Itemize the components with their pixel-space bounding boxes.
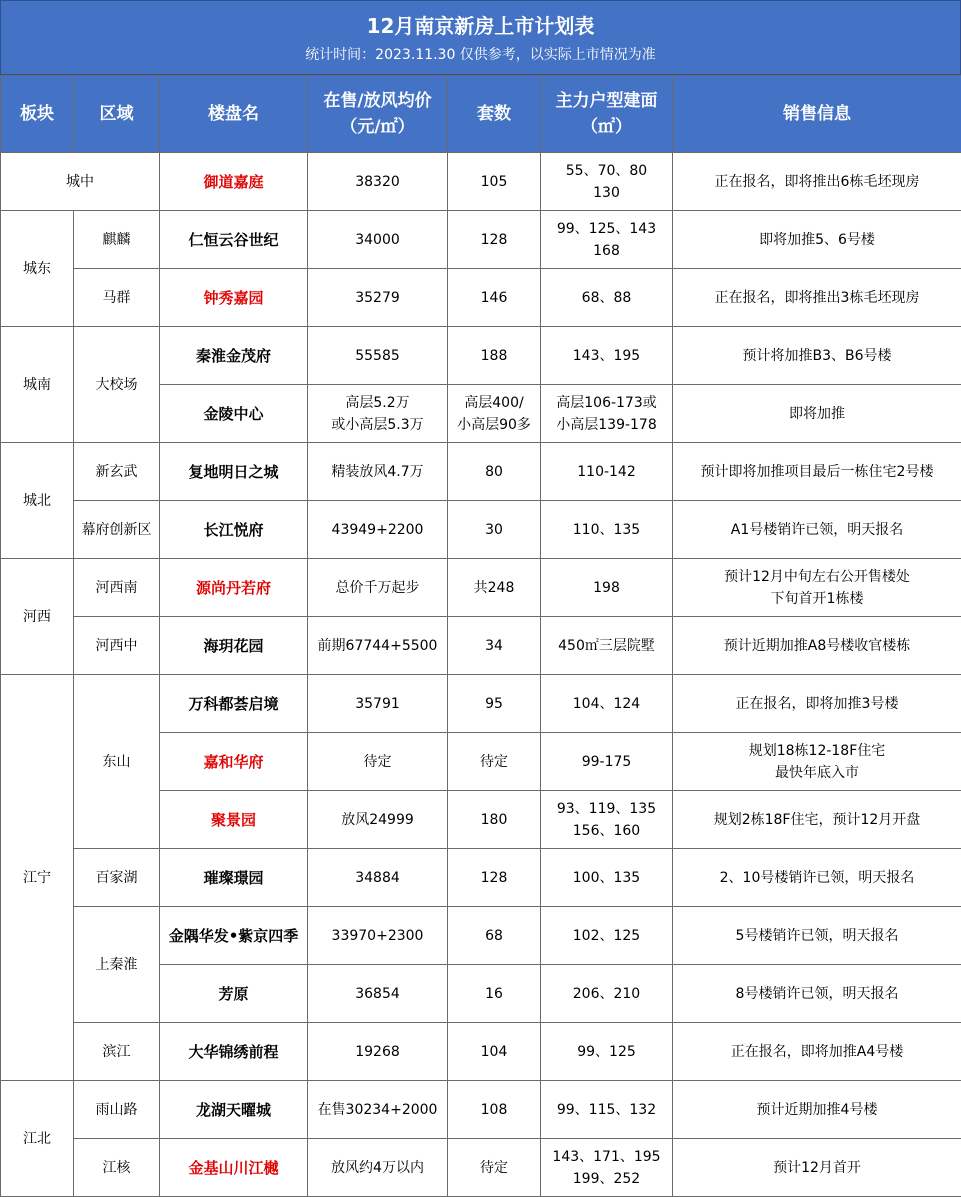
page-subtitle: 统计时间：2023.11.30 仅供参考，以实际上市情况为准 [305, 47, 656, 63]
size-cell: 450㎡三层院墅 [541, 617, 673, 675]
info-cell: 8号楼销许已领，明天报名 [673, 965, 961, 1023]
project-name: 大华锦绣前程 [160, 1023, 308, 1081]
units-cell: 80 [448, 443, 541, 501]
area-cell: 河西中 [74, 617, 160, 675]
col-header-info: 销售信息 [673, 76, 961, 153]
block-cell: 河西 [1, 559, 74, 675]
price-cell: 33970+2300 [308, 907, 448, 965]
units-cell: 16 [448, 965, 541, 1023]
project-name: 金陵中心 [160, 385, 308, 443]
area-cell: 江核 [74, 1139, 160, 1197]
table-row [1, 153, 961, 211]
units-cell: 待定 [448, 733, 541, 791]
table-row [1, 501, 961, 559]
area-cell: 河西南 [74, 559, 160, 617]
table-row [1, 675, 961, 733]
listing-table [0, 75, 961, 1197]
col-header-size-line2: （㎡） [581, 117, 632, 137]
area-cell: 马群 [74, 269, 160, 327]
project-name: 聚景园 [160, 791, 308, 849]
info-cell: 即将加推5、6号楼 [673, 211, 961, 269]
units-cell: 95 [448, 675, 541, 733]
size-cell: 99、115、132 [541, 1081, 673, 1139]
info-cell: 正在报名，即将加推3号楼 [673, 675, 961, 733]
area-cell: 大校场 [74, 327, 160, 443]
project-name: 长江悦府 [160, 501, 308, 559]
col-header-size [541, 76, 673, 153]
info-cell: 正在报名，即将推出3栋毛坯现房 [673, 269, 961, 327]
units-cell: 68 [448, 907, 541, 965]
units-cell: 共248 [448, 559, 541, 617]
block-cell: 城南 [1, 327, 74, 443]
info-line: 规划18栋12-18F住宅 [748, 742, 886, 759]
page-title: 12月南京新房上市计划表 [366, 14, 595, 38]
info-cell: 即将加推 [673, 385, 961, 443]
col-header-price [308, 76, 448, 153]
price-cell: 34884 [308, 849, 448, 907]
area-cell: 滨江 [74, 1023, 160, 1081]
price-cell: 35791 [308, 675, 448, 733]
block-cell: 城东 [1, 211, 74, 327]
project-name: 海玥花园 [160, 617, 308, 675]
price-cell: 55585 [308, 327, 448, 385]
size-cell [541, 385, 673, 443]
size-line: 高层106-173或 [556, 394, 657, 411]
info-cell: 预计近期加推A8号楼收官楼栋 [673, 617, 961, 675]
table-row [1, 1081, 961, 1139]
table-row [1, 617, 961, 675]
area-cell: 百家湖 [74, 849, 160, 907]
info-line: 预计12月中旬左右公开售楼处 [724, 568, 910, 585]
units-line: 高层400/ [464, 394, 524, 411]
project-name: 金基山川江樾 [160, 1139, 308, 1197]
size-line: 168 [593, 242, 620, 259]
project-name: 金隅华发•紫京四季 [160, 907, 308, 965]
project-name: 龙湖天曜城 [160, 1081, 308, 1139]
price-cell: 在售30234+2000 [308, 1081, 448, 1139]
size-cell: 100、135 [541, 849, 673, 907]
col-header-name: 楼盘名 [160, 76, 308, 153]
size-line: 55、70、80 [565, 162, 648, 179]
info-cell: 2、10号楼销许已领，明天报名 [673, 849, 961, 907]
size-cell [541, 1139, 673, 1197]
area-cell: 新玄武 [74, 443, 160, 501]
size-line: 小高层139-178 [556, 416, 657, 433]
project-name: 钟秀嘉园 [160, 269, 308, 327]
col-header-units: 套数 [448, 76, 541, 153]
area-cell: 上秦淮 [74, 907, 160, 1023]
block-cell: 江宁 [1, 675, 74, 1081]
col-header-area: 区域 [74, 76, 160, 153]
size-cell [541, 791, 673, 849]
table-row [1, 559, 961, 617]
units-cell: 180 [448, 791, 541, 849]
col-header-size-line1: 主力户型建面 [555, 91, 658, 111]
size-cell: 110、135 [541, 501, 673, 559]
units-cell: 128 [448, 849, 541, 907]
price-cell: 38320 [308, 153, 448, 211]
project-name: 万科都荟启境 [160, 675, 308, 733]
area-cell: 东山 [74, 675, 160, 849]
price-cell: 放风24999 [308, 791, 448, 849]
size-cell: 206、210 [541, 965, 673, 1023]
project-name: 秦淮金茂府 [160, 327, 308, 385]
size-cell: 99、125 [541, 1023, 673, 1081]
block-cell: 江北 [1, 1081, 74, 1197]
size-cell [541, 153, 673, 211]
info-cell: A1号楼销许已领，明天报名 [673, 501, 961, 559]
size-line: 130 [593, 184, 620, 201]
price-cell: 36854 [308, 965, 448, 1023]
units-cell [448, 385, 541, 443]
table-row [1, 443, 961, 501]
price-cell: 前期67744+5500 [308, 617, 448, 675]
size-cell: 68、88 [541, 269, 673, 327]
project-name: 源尚丹若府 [160, 559, 308, 617]
units-cell: 188 [448, 327, 541, 385]
table-row [1, 1139, 961, 1197]
price-cell: 放风约4万以内 [308, 1139, 448, 1197]
units-line: 小高层90多 [457, 416, 531, 433]
size-cell: 102、125 [541, 907, 673, 965]
units-cell: 104 [448, 1023, 541, 1081]
price-line: 高层5.2万 [345, 394, 410, 411]
size-line: 199、252 [572, 1170, 641, 1187]
info-cell: 5号楼销许已领，明天报名 [673, 907, 961, 965]
units-cell: 146 [448, 269, 541, 327]
table-row [1, 907, 961, 965]
size-line: 156、160 [572, 822, 641, 839]
info-cell: 预计将加推B3、B6号楼 [673, 327, 961, 385]
project-name: 复地明日之城 [160, 443, 308, 501]
units-cell: 待定 [448, 1139, 541, 1197]
size-cell: 198 [541, 559, 673, 617]
size-line: 93、119、135 [556, 800, 657, 817]
project-name: 仁恒云谷世纪 [160, 211, 308, 269]
units-cell: 34 [448, 617, 541, 675]
info-cell [673, 733, 961, 791]
price-cell: 34000 [308, 211, 448, 269]
price-line: 或小高层5.3万 [331, 416, 424, 433]
col-header-price-line2: （元/㎡） [340, 117, 415, 137]
size-cell: 110-142 [541, 443, 673, 501]
block-cell: 城北 [1, 443, 74, 559]
project-name: 芳原 [160, 965, 308, 1023]
area-cell: 幕府创新区 [74, 501, 160, 559]
size-cell [541, 211, 673, 269]
price-cell [308, 385, 448, 443]
info-cell: 预计即将加推项目最后一栋住宅2号楼 [673, 443, 961, 501]
project-name: 璀璨璟园 [160, 849, 308, 907]
info-cell: 预计12月首开 [673, 1139, 961, 1197]
block-cell: 城中 [1, 153, 160, 211]
price-cell: 待定 [308, 733, 448, 791]
table-row [1, 849, 961, 907]
units-cell: 128 [448, 211, 541, 269]
table-row [1, 269, 961, 327]
units-cell: 108 [448, 1081, 541, 1139]
table-row [1, 1023, 961, 1081]
table-header-row [1, 76, 961, 153]
info-line: 下旬首开1栋楼 [770, 590, 864, 607]
info-cell: 正在报名，即将加推A4号楼 [673, 1023, 961, 1081]
units-cell: 30 [448, 501, 541, 559]
price-cell: 35279 [308, 269, 448, 327]
info-cell: 预计近期加推4号楼 [673, 1081, 961, 1139]
units-cell: 105 [448, 153, 541, 211]
project-name: 嘉和华府 [160, 733, 308, 791]
size-cell: 99-175 [541, 733, 673, 791]
info-cell: 正在报名，即将推出6栋毛坯现房 [673, 153, 961, 211]
size-cell: 104、124 [541, 675, 673, 733]
price-cell: 总价千万起步 [308, 559, 448, 617]
size-line: 143、171、195 [552, 1148, 661, 1165]
table-row [1, 327, 961, 385]
table-row [1, 211, 961, 269]
area-cell: 麒麟 [74, 211, 160, 269]
price-cell: 43949+2200 [308, 501, 448, 559]
size-line: 99、125、143 [556, 220, 657, 237]
col-header-block: 板块 [1, 76, 74, 153]
project-name: 御道嘉庭 [160, 153, 308, 211]
area-cell: 雨山路 [74, 1081, 160, 1139]
price-cell: 19268 [308, 1023, 448, 1081]
title-banner [0, 0, 961, 75]
info-cell: 规划2栋18F住宅，预计12月开盘 [673, 791, 961, 849]
col-header-price-line1: 在售/放风均价 [323, 91, 432, 111]
info-line: 最快年底入市 [775, 764, 859, 781]
price-cell: 精装放风4.7万 [308, 443, 448, 501]
size-cell: 143、195 [541, 327, 673, 385]
info-cell [673, 559, 961, 617]
